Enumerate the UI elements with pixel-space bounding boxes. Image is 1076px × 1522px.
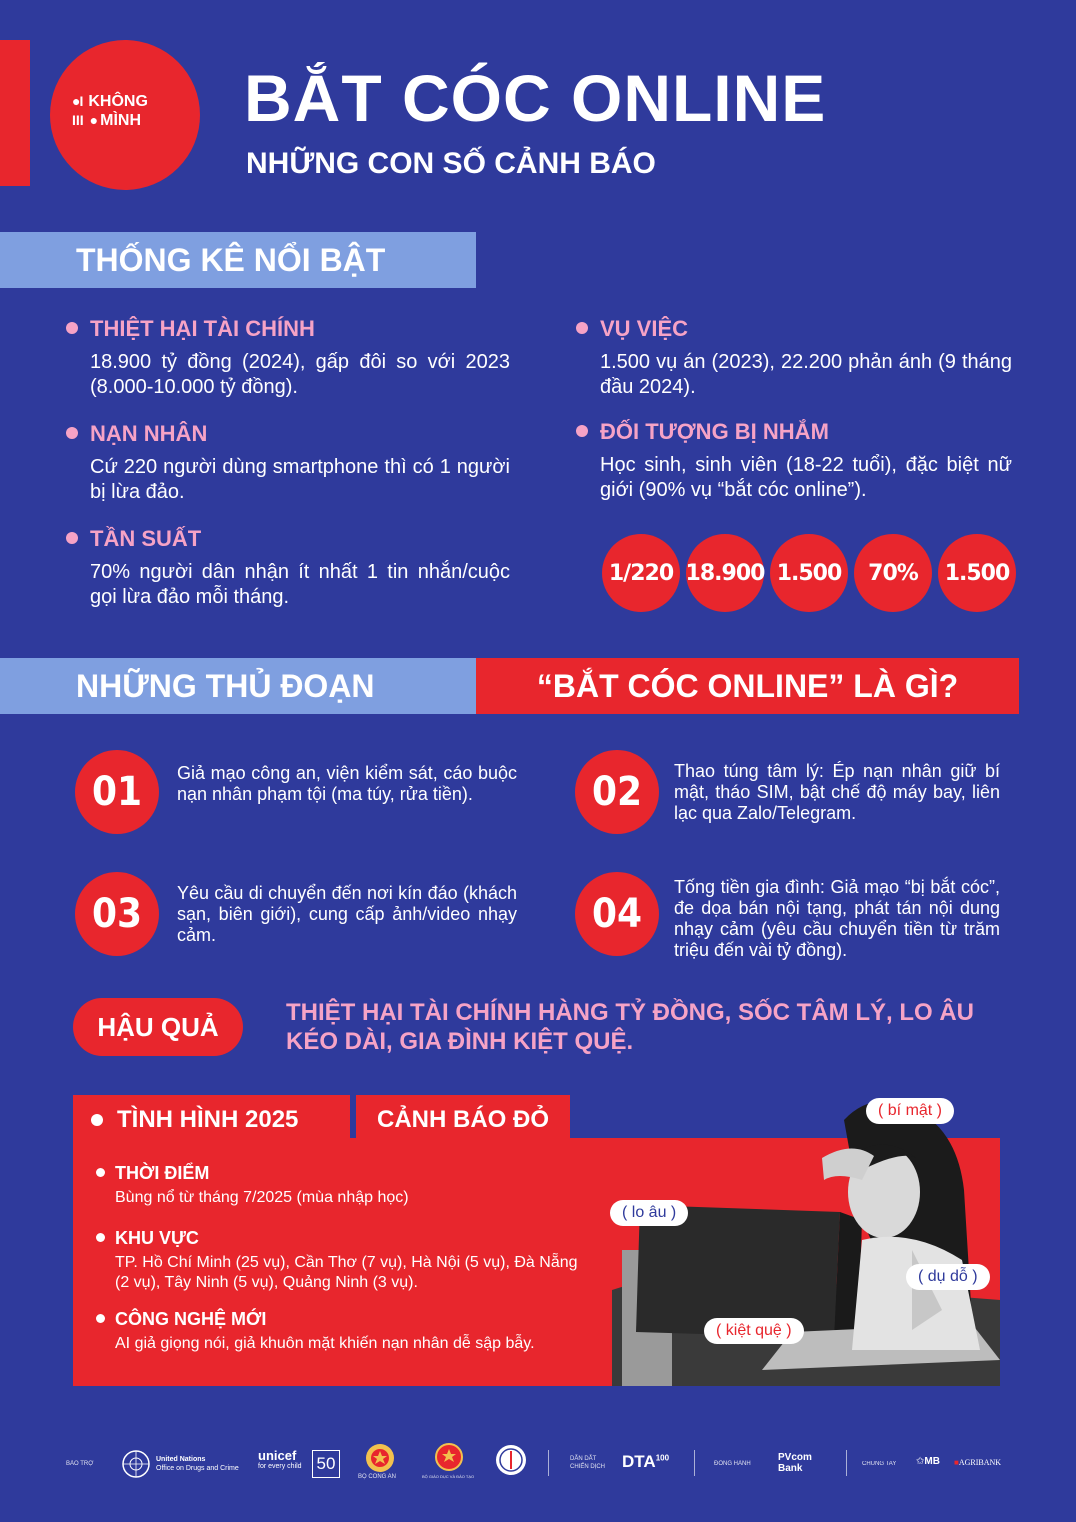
photo-illustration	[612, 1100, 1000, 1386]
bullet-icon	[96, 1233, 105, 1242]
unicef-logo: unicef for every child	[258, 1448, 302, 1470]
tactic-text: Thao túng tâm lý: Ép nạn nhân giữ bí mật, tháo SIM, bật chế độ máy bay, liên lạc qua Zalo/Telegram.	[674, 761, 1000, 823]
situation-item: THỜI ĐIỂM Bùng nổ từ tháng 7/2025 (mùa nhập học)	[96, 1162, 596, 1208]
footer-divider	[846, 1450, 847, 1476]
logo-bars-icon: III	[72, 112, 84, 128]
page-title: BẮT CÓC ONLINE	[244, 61, 827, 135]
bullet-icon	[66, 322, 78, 334]
tag-exhausted: ( kiệt quệ )	[704, 1318, 804, 1344]
stat-badge: 70%	[854, 534, 932, 612]
logo-dot-icon: ●	[89, 112, 99, 128]
what-is-heading: “BẮT CÓC ONLINE” LÀ GÌ?	[476, 658, 1019, 714]
tag-secret: ( bí mật )	[866, 1098, 954, 1124]
national-emblem-icon	[434, 1442, 464, 1472]
bullet-icon	[96, 1168, 105, 1177]
police-emblem-icon	[364, 1442, 396, 1474]
stat-badge: 1/220	[602, 534, 680, 612]
stat-item: THIỆT HẠI TÀI CHÍNH 18.900 tỷ đồng (2024), gấp đôi so với 2023 (8.000-10.000 tỷ đồng).	[66, 316, 510, 400]
stat-badge: 18.900	[686, 534, 764, 612]
page-subtitle: NHỮNG CON SỐ CẢNH BÁO	[246, 147, 656, 180]
dta-logo: DTA$^{100}$	[622, 1452, 670, 1471]
tactic-text: Giả mạo công an, viện kiểm sát, cáo buộc nạn nhân phạm tội (ma túy, rửa tiền).	[177, 763, 517, 804]
footer-label-patron: BẢO TRỢ	[66, 1461, 94, 1467]
tab-red-alert: CẢNH BÁO ĐỎ	[356, 1095, 570, 1145]
distressed-student-photo	[612, 1100, 1000, 1386]
stat-badge: 1.500	[770, 534, 848, 612]
logo-text: ●I KHÔNG III ● MÌNH	[72, 93, 148, 129]
tactic-number: 01	[75, 750, 159, 834]
bullet-icon	[91, 1114, 103, 1126]
consequence-label: HẬU QUẢ	[73, 998, 243, 1056]
bullet-icon	[66, 427, 78, 439]
footer-label-lead: DẪN DẮT CHIẾN DỊCH	[570, 1456, 606, 1470]
footer-divider	[548, 1450, 549, 1476]
unodc-logo: United Nations Office on Drugs and Crime	[156, 1456, 239, 1472]
bullet-icon	[576, 425, 588, 437]
health-emblem-icon	[494, 1443, 528, 1477]
bullet-icon	[96, 1314, 105, 1323]
mb-logo: ✩MB	[916, 1456, 940, 1467]
tactic-number: 02	[575, 750, 659, 834]
unicef-50-badge: 50	[312, 1450, 340, 1478]
situation-item: CÔNG NGHỆ MỚI AI giả giọng nói, giả khuôn mặt khiến nạn nhân dễ sập bẫy.	[96, 1308, 616, 1354]
bullet-icon	[66, 532, 78, 544]
un-emblem-icon	[120, 1448, 152, 1480]
tactics-heading: NHỮNG THỦ ĐOẠN	[0, 658, 476, 714]
tactic-text: Tống tiền gia đình: Giả mạo “bị bắt cóc”, đe dọa bán nội tạng, phát tán nội dung nhạy cảm (yêu cầu chuyển tiền từ trăm triệu đến vài tỷ đồng).	[674, 877, 1000, 960]
footer-label-partner: ĐỒNG HÀNH	[714, 1461, 751, 1467]
mb-star-icon: ✩	[916, 1456, 925, 1467]
stat-badge: 1.500	[938, 534, 1016, 612]
tag-lure: ( dụ dỗ )	[906, 1264, 990, 1290]
stats-heading: THỐNG KÊ NỔI BẬT	[0, 232, 476, 288]
bullet-icon	[576, 322, 588, 334]
ministry-police-label: BỘ CÔNG AN	[358, 1474, 397, 1480]
header-accent-bar	[0, 40, 30, 186]
pvcombank-logo: PVcom Bank	[778, 1452, 812, 1474]
tactic-number: 03	[75, 872, 159, 956]
footer-divider	[694, 1450, 695, 1476]
logo-mark-icon: ●I	[72, 93, 83, 109]
stat-item: NẠN NHÂN Cứ 220 người dùng smartphone thì có 1 người bị lừa đảo.	[66, 421, 510, 505]
stat-item: VỤ VIỆC 1.500 vụ án (2023), 22.200 phản ánh (9 tháng đầu 2024).	[576, 316, 1012, 400]
situation-item: KHU VỰC TP. Hồ Chí Minh (25 vụ), Cần Thơ (7 vụ), Hà Nội (5 vụ), Đà Nẵng (2 vụ), Tây Ninh (5 vụ), Quảng Ninh (3 vụ).	[96, 1227, 596, 1293]
tag-anxiety: ( lo âu )	[610, 1200, 688, 1226]
tactic-number: 04	[575, 872, 659, 956]
consequence-text: THIỆT HẠI TÀI CHÍNH HÀNG TỶ ĐỒNG, SỐC TÂM LÝ, LO ÂU KÉO DÀI, GIA ĐÌNH KIỆT QUỆ.	[286, 999, 974, 1055]
tactic-text: Yêu cầu di chuyển đến nơi kín đáo (khách sạn, biên giới), cung cấp ảnh/video nhạy cảm.	[177, 883, 517, 945]
agribank-logo: ■AGRIBANK	[954, 1458, 1002, 1467]
ministry-education-label: BỘ GIÁO DỤC VÀ ĐÀO TẠO	[422, 1474, 475, 1479]
agribank-mark-icon: ■	[954, 1458, 959, 1467]
footer-label-together: CHUNG TAY	[862, 1461, 897, 1467]
tab-situation-2025: TÌNH HÌNH 2025	[73, 1095, 350, 1145]
stat-item: TẦN SUẤT 70% người dân nhận ít nhất 1 tin nhắn/cuộc gọi lừa đảo mỗi tháng.	[66, 526, 510, 610]
stat-item: ĐỐI TƯỢNG BỊ NHẮM Học sinh, sinh viên (18-22 tuổi), đặc biệt nữ giới (90% vụ “bắt cóc online”).	[576, 419, 1012, 503]
